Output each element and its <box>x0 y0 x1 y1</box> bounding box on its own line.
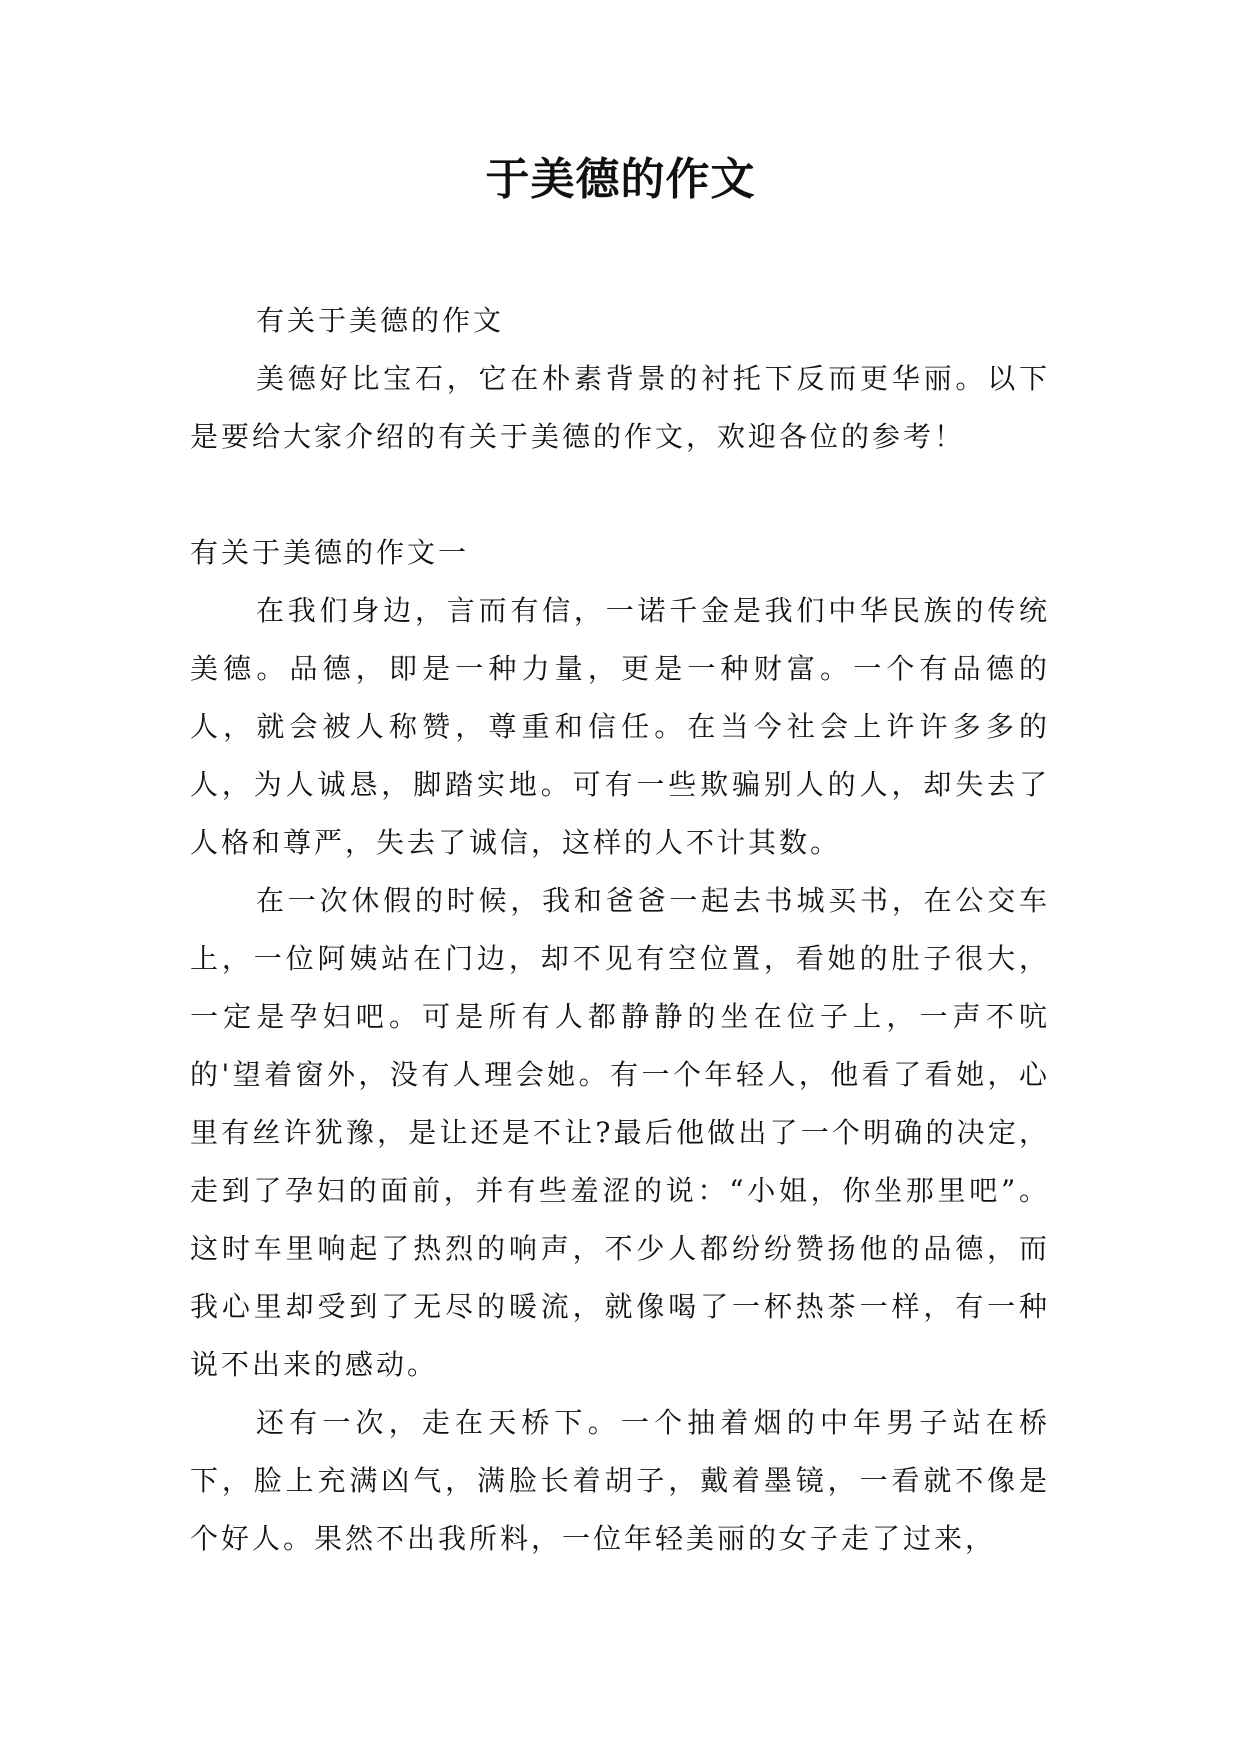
paragraph-gap <box>190 466 1050 524</box>
body-paragraph: 在一次休假的时候，我和爸爸一起去书城买书，在公交车上，一位阿姨站在门边，却不见有空位置，看她的肚子很大，一定是孕妇吧。可是所有人都静静的坐在位子上，一声不吭的'望着窗外，没有人理会她。有一个年轻人，他看了看她，心里有丝许犹豫，是让还是不让?最后他做出了一个明确的决定，走到了孕妇的面前，并有些羞涩的说：“小姐，你坐那里吧”。这时车里响起了热烈的响声，不少人都纷纷赞扬他的品德，而我心里却受到了无尽的暖流，就像喝了一杯热茶一样，有一种说不出来的感动。 <box>190 884 1050 1381</box>
body-paragraph: 还有一次，走在天桥下。一个抽着烟的中年男子站在桥下，脸上充满凶气，满脸长着胡子，戴着墨镜，一看就不像是个好人。果然不出我所料，一位年轻美丽的女子走了过来， <box>190 1406 1050 1555</box>
section-heading: 有关于美德的作文一 <box>190 536 470 569</box>
intro-paragraph: 美德好比宝石，它在朴素背景的衬托下反而更华丽。以下是要给大家介绍的有关于美德的作文，欢迎各位的参考！ <box>190 362 1050 453</box>
document-title: 于美德的作文 <box>485 154 756 205</box>
document-body <box>190 292 1050 1568</box>
document-subtitle: 有关于美德的作文 <box>256 304 505 337</box>
body-paragraph: 在我们身边，言而有信，一诺千金是我们中华民族的传统美德。品德，即是一种力量，更是一种财富。一个有品德的人，就会被人称赞，尊重和信任。在当今社会上许许多多的人，为人诚恳，脚踏实地。可有一些欺骗别人的人，却失去了人格和尊严，失去了诚信，这样的人不计其数。 <box>190 594 1050 859</box>
